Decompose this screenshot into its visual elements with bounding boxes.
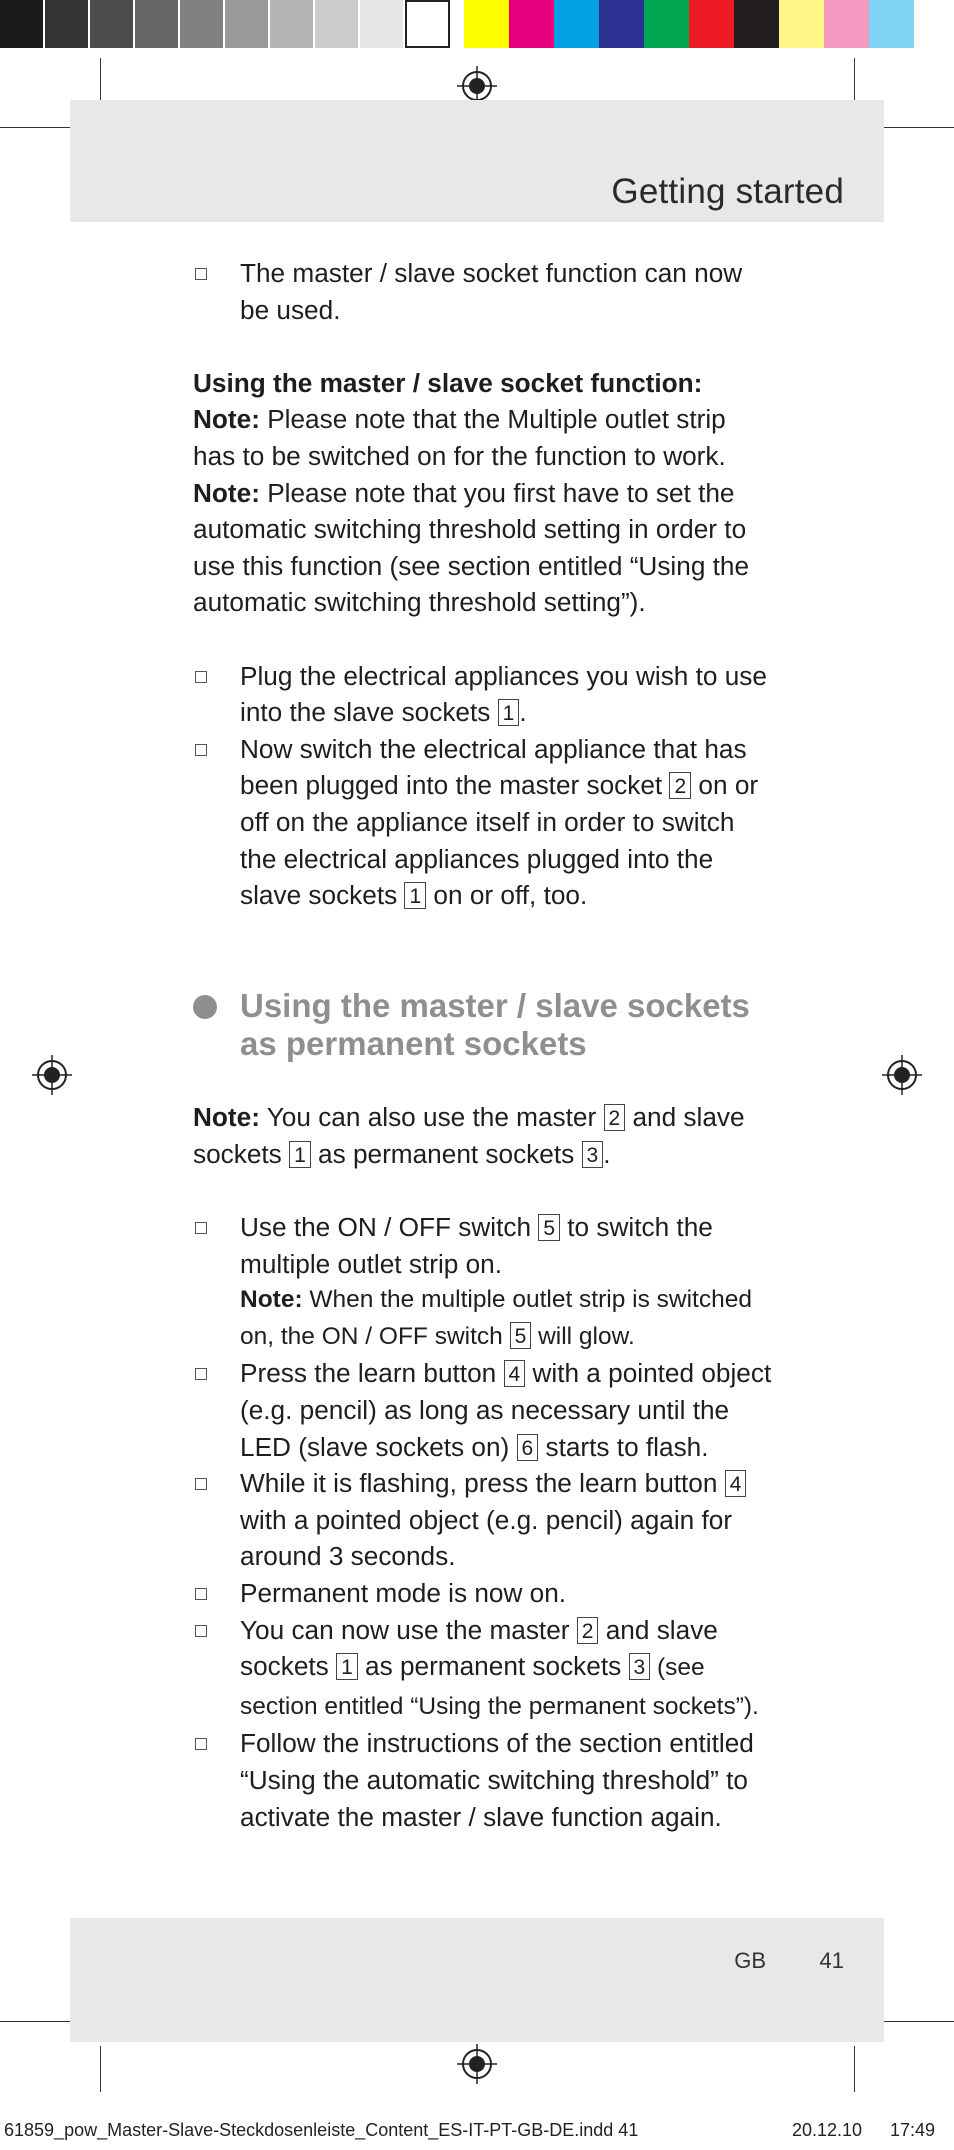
crop-mark (0, 2021, 70, 2022)
slug-date: 20.12.10 (792, 2120, 863, 2140)
list-item (193, 1612, 773, 1726)
note-label: Note: (193, 404, 260, 435)
grey-swatch (90, 0, 135, 48)
header-band (70, 100, 884, 222)
checkbox-bullet-icon (195, 1478, 207, 1490)
list-item (193, 1575, 773, 1612)
item-text: starts to flash. (538, 1431, 709, 1462)
checkbox-bullet-icon (195, 744, 207, 756)
reference-number: 1 (336, 1653, 358, 1680)
item-text: as permanent sockets (357, 1651, 629, 1682)
reference-number: 1 (404, 882, 426, 909)
light-yellow-swatch (779, 0, 824, 48)
note-label: Note: (240, 1286, 303, 1314)
grey-swatch (180, 0, 225, 48)
grey-swatch (315, 0, 360, 48)
crop-mark (854, 2046, 855, 2092)
crop-mark (884, 127, 954, 128)
note-text: Please note that the Multiple outlet strip has to be switched on for the function to work. (193, 404, 726, 471)
checkbox-bullet-icon (195, 1738, 207, 1750)
item-text: Permanent mode is now on. (240, 1578, 567, 1608)
checkbox-bullet-icon (195, 671, 207, 683)
reference-number: 1 (289, 1141, 311, 1168)
grey-swatch (270, 0, 315, 48)
yellow-swatch (464, 0, 509, 48)
crop-mark (100, 2046, 101, 2092)
spacer (193, 1172, 773, 1209)
slug-filename: 61859_pow_Master-Slave-Steckdosenleiste_Content_ES-IT-PT-GB-DE.indd 41 (4, 2120, 639, 2140)
checkbox-bullet-icon (195, 1625, 207, 1637)
registration-mark-icon (882, 1055, 922, 1095)
blue-swatch (599, 0, 644, 48)
registration-mark-icon (32, 1055, 72, 1095)
item-text: and slave sockets (240, 1614, 718, 1682)
light-cyan-swatch (869, 0, 914, 48)
crop-mark (100, 58, 101, 104)
reference-number: 3 (629, 1653, 651, 1680)
note-text: Please note that you first have to set the automatic switching threshold setting in order to use this function (see section entitled “Using the automatic switching threshold setting”). (193, 477, 750, 618)
crop-mark (0, 127, 70, 128)
page-number: 41 (819, 1948, 844, 1973)
spacer (193, 1063, 773, 1100)
item-text: Use the ON / OFF switch (240, 1212, 539, 1243)
item-text: with a pointed object (e.g. pencil) again for around 3 seconds. (240, 1504, 733, 1572)
item-text: to switch the multiple outlet strip on. (240, 1212, 713, 1279)
checkbox-bullet-icon (195, 1222, 207, 1234)
spacer (193, 621, 773, 658)
grey-swatch (225, 0, 270, 48)
grey-swatch (360, 0, 405, 48)
note-text: . (603, 1138, 611, 1169)
item-text: on or off, too. (426, 880, 588, 911)
list-item (193, 1465, 773, 1575)
registration-mark-icon (457, 2044, 497, 2084)
reference-number: 2 (577, 1617, 599, 1644)
reference-number: 3 (582, 1141, 604, 1168)
item-text: . (519, 697, 527, 728)
page-title: Getting started (611, 172, 844, 211)
section-heading (193, 987, 773, 1063)
reference-number: 2 (604, 1104, 626, 1131)
spacer (193, 914, 773, 987)
item-text: While it is flashing, press the learn button (240, 1468, 725, 1499)
item-text: Follow the instructions of the section entitled “Using the automatic switching threshold” to activate the master / slave function again. (240, 1728, 754, 1832)
item-text: (see section entitled “Using the permanent sockets”). (240, 1654, 759, 1720)
grey-swatch (135, 0, 180, 48)
red-swatch (689, 0, 734, 48)
grey-swatch (45, 0, 90, 48)
page-content (193, 255, 773, 1835)
reference-number: 4 (504, 1360, 526, 1387)
list-item (193, 1355, 773, 1465)
item-text: The master / slave socket function can now be used. (240, 258, 743, 325)
heading-text: Using the master / slave sockets as permanent sockets (240, 986, 750, 1062)
slug-time: 17:49 (890, 2120, 936, 2140)
checkbox-bullet-icon (195, 268, 207, 280)
magenta-swatch (509, 0, 554, 48)
reference-number: 5 (538, 1214, 560, 1241)
language-label: GB (734, 1948, 766, 1973)
note-paragraph (193, 1099, 773, 1172)
list-item (193, 658, 773, 731)
list-item (193, 255, 773, 328)
spacer (193, 328, 773, 365)
swatch-gap (450, 0, 464, 37)
note-paragraph (193, 401, 773, 474)
item-text: with a pointed object (e.g. pencil) as long as necessary until the LED (slave sockets on) (240, 1358, 772, 1462)
sub-note (240, 1282, 773, 1355)
list-item (193, 731, 773, 914)
note-paragraph (193, 475, 773, 621)
green-swatch (644, 0, 689, 48)
note-text: You can also use the master (259, 1102, 604, 1133)
reference-number: 5 (510, 1322, 532, 1349)
item-text: Plug the electrical appliances you wish to use into the slave sockets (240, 660, 767, 728)
color-calibration-bar (0, 0, 914, 48)
reference-number: 4 (725, 1470, 747, 1497)
checkbox-bullet-icon (195, 1368, 207, 1380)
bullet-dot-icon (193, 995, 217, 1019)
crop-mark (884, 2021, 954, 2022)
reference-number: 6 (517, 1434, 539, 1461)
note-label: Note: (193, 477, 260, 508)
black-swatch (734, 0, 779, 48)
reference-number: 2 (669, 772, 691, 799)
cyan-swatch (554, 0, 599, 48)
white-swatch (405, 0, 450, 48)
crop-mark (854, 58, 855, 104)
note-text: will glow. (531, 1322, 635, 1350)
note-text: and slave sockets (193, 1102, 745, 1169)
section-heading: Using the master / slave socket function: (193, 367, 703, 398)
item-text: Now switch the electrical appliance that has been plugged into the master socket (240, 733, 747, 801)
reference-number: 1 (498, 699, 520, 726)
list-item (193, 1209, 773, 1355)
pink-swatch (824, 0, 869, 48)
grey-swatch (0, 0, 45, 48)
note-label: Note: (193, 1102, 260, 1133)
item-text: You can now use the master (240, 1614, 577, 1645)
item-text: on or off on the appliance itself in order to switch the electrical appliances plugged into the slave sockets (240, 770, 759, 911)
footer-band (70, 1918, 884, 2042)
note-text: as permanent sockets (310, 1138, 582, 1169)
checkbox-bullet-icon (195, 1588, 207, 1600)
note-text: When the multiple outlet strip is switched on, the ON / OFF switch (240, 1286, 752, 1350)
list-item (193, 1725, 773, 1835)
item-text: Press the learn button (240, 1358, 504, 1389)
